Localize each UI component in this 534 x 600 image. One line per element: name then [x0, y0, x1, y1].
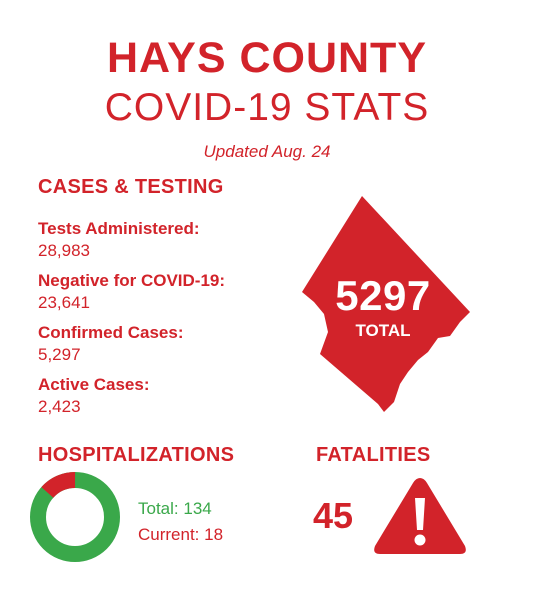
cases-stats-list [38, 218, 225, 426]
stat-value: 28,983 [38, 241, 90, 260]
fatalities-count: 45 [313, 495, 354, 536]
page-title: HAYS COUNTY [106, 34, 428, 82]
stat-label: Confirmed Cases: [38, 323, 184, 342]
stat-label: Tests Administered: [38, 219, 200, 238]
fatalities-heading: FATALITIES [316, 444, 431, 466]
current-label: Current: [138, 525, 200, 544]
stat-active [38, 374, 225, 418]
page-subtitle: COVID-19 STATS [104, 86, 430, 129]
stat-confirmed [38, 322, 225, 366]
stat-tests [38, 218, 225, 262]
hospitalizations-total [138, 497, 212, 521]
total-cases-label: TOTAL [355, 321, 411, 340]
stat-negative [38, 270, 225, 314]
hospitalizations-donut [28, 470, 122, 564]
hospitalizations-heading: HOSPITALIZATIONS [38, 444, 235, 466]
updated-date: Updated Aug. 24 [203, 142, 331, 161]
stat-value: 23,641 [38, 293, 90, 312]
total-label: Total: [138, 499, 179, 518]
total-value: 134 [183, 499, 212, 518]
total-cases-number: 5297 [335, 272, 431, 319]
stat-label: Negative for COVID-19: [38, 271, 226, 290]
hospitalizations-current [138, 523, 223, 547]
cases-testing-heading: CASES & TESTING [38, 176, 224, 198]
current-value: 18 [204, 525, 224, 544]
stat-value: 5,297 [38, 345, 81, 364]
warning-icon [372, 474, 468, 556]
stat-label: Active Cases: [38, 375, 150, 394]
stat-value: 2,423 [38, 397, 81, 416]
